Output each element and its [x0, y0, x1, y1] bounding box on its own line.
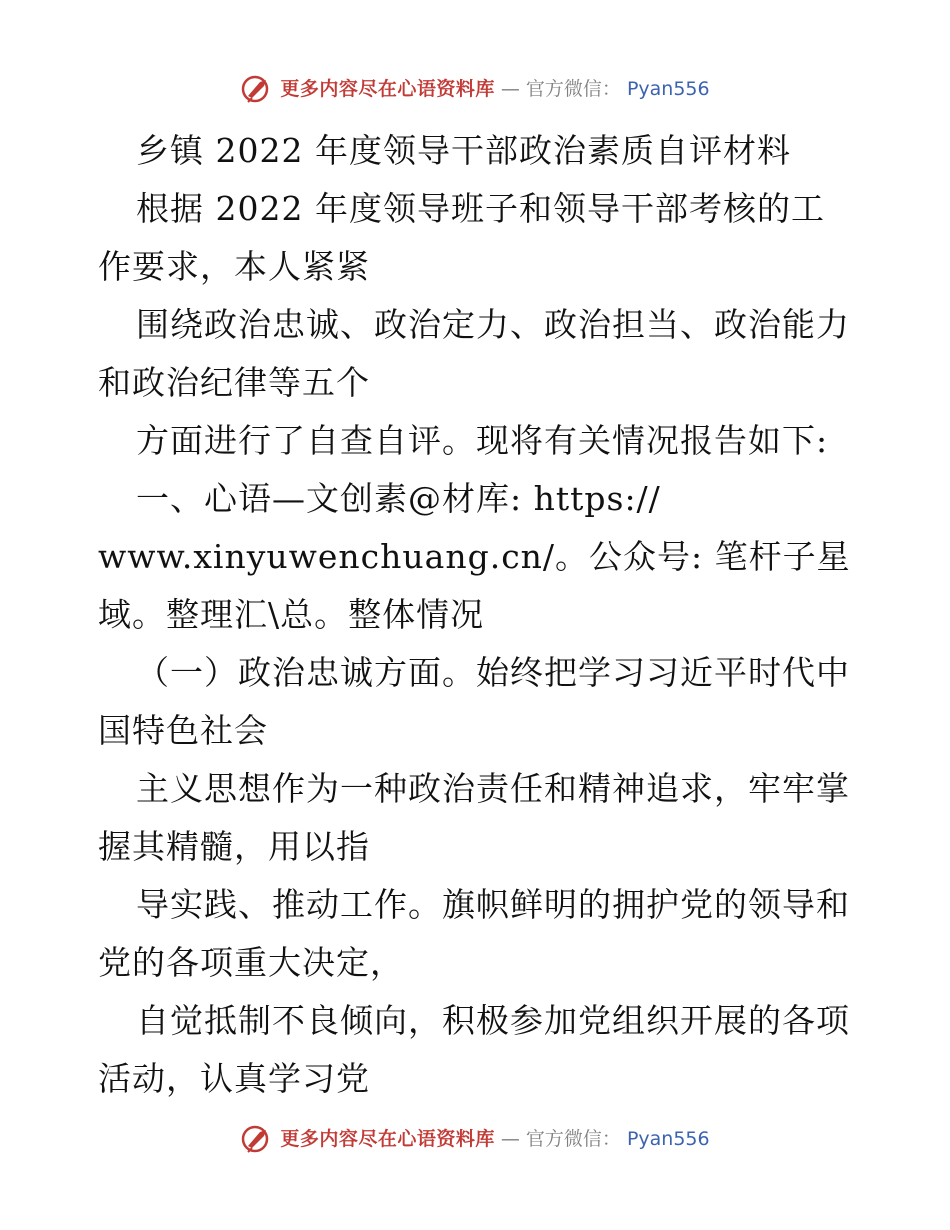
paragraph: 主义思想作为一种政治责任和精神追求，牢牢掌握其精髓，用以指 [98, 769, 850, 866]
watermark-dash: — [500, 78, 520, 100]
paragraph: 自觉抵制不良倾向，积极参加党组织开展的各项活动，认真学习党 [98, 1001, 850, 1098]
watermark-wechat-id: Pyan556 [626, 1128, 710, 1150]
paragraph: 根据 2022 年度领导班子和领导干部考核的工作要求，本人紧紧 [98, 189, 825, 286]
watermark-wechat-label: 官方微信： [525, 78, 621, 100]
paragraph: 导实践、推动工作。旗帜鲜明的拥护党的领导和党的各项重大决定， [98, 885, 850, 982]
watermark-dash: — [500, 1128, 520, 1150]
document-title: 乡镇 2022 年度领导干部政治素质自评材料 [136, 131, 791, 170]
document-body [98, 122, 858, 1108]
header-watermark [0, 74, 950, 104]
paragraph: （一）政治忠诚方面。始终把学习习近平时代中国特色社会 [98, 653, 850, 750]
pen-nib-logo-icon [240, 1124, 274, 1154]
watermark-brand-text: 更多内容尽在心语资料库 [280, 78, 495, 100]
watermark-brand-text: 更多内容尽在心语资料库 [280, 1128, 495, 1150]
paragraph: 方面进行了自查自评。现将有关情况报告如下: [136, 421, 829, 460]
watermark-wechat-id: Pyan556 [626, 78, 710, 100]
paragraph: 一、心语—文创素@材库: https:// www.xinyuwenchuang.cn/。公众号: 笔杆子星域。整理汇\总。整体情况 [98, 479, 851, 634]
footer-watermark [0, 1124, 950, 1154]
watermark-wechat-label: 官方微信： [525, 1128, 621, 1150]
pen-nib-logo-icon [240, 74, 274, 104]
paragraph: 围绕政治忠诚、政治定力、政治担当、政治能力和政治纪律等五个 [98, 305, 850, 402]
